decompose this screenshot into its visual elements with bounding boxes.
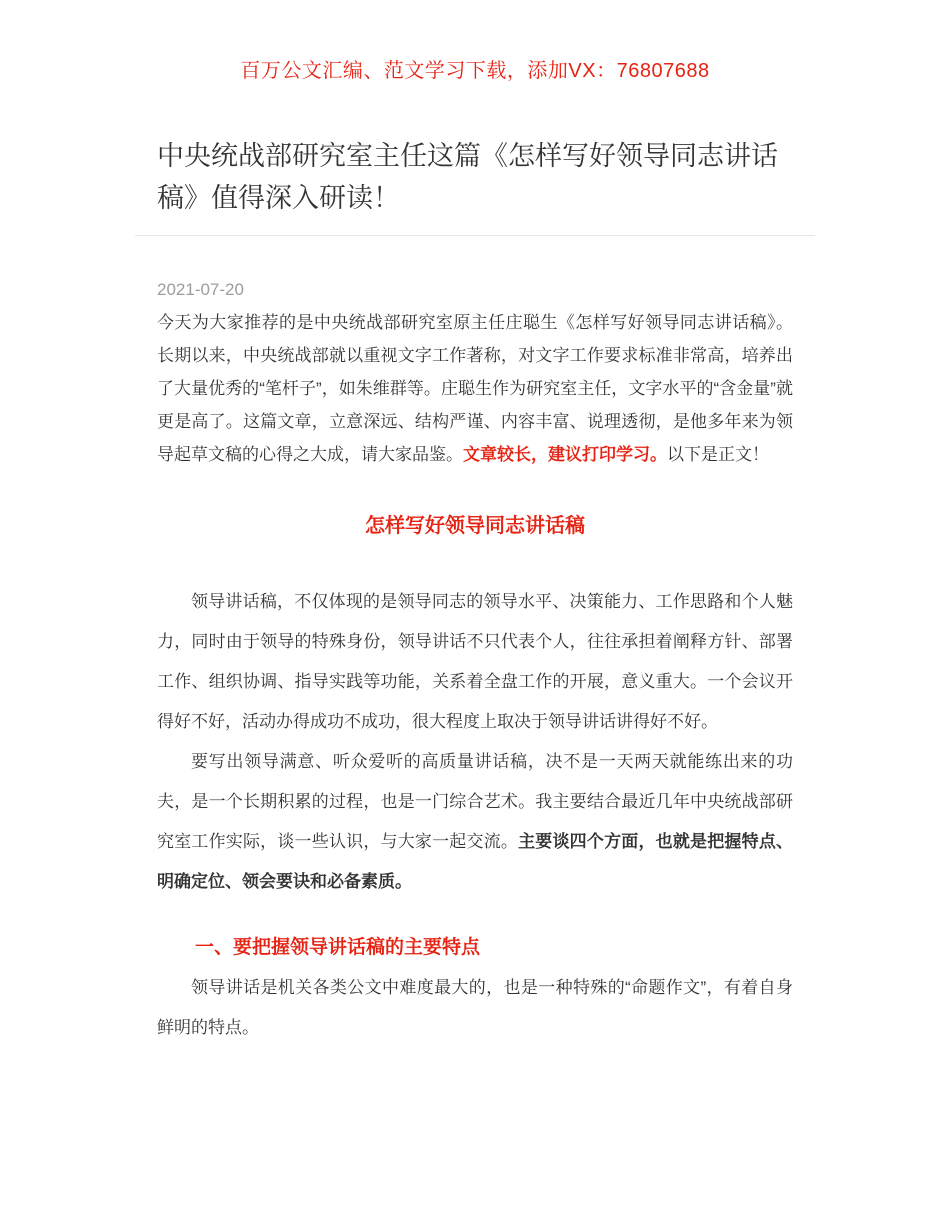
body-paragraph-2-bold: 主要谈四个方面，也就是把握特点、明确定位、领会要诀和必备素质。 [157,832,794,891]
promo-banner-text: 百万公文汇编、范文学习下载，添加VX：76807688 [240,60,710,82]
promo-banner [0,0,950,83]
intro-text: 今天为大家推荐的是中央统战部研究室原主任庄聪生《怎样写好领导同志讲话稿》。长期以来，中央统战部就以重视文字工作著称，对文字工作要求标准非常高，培养出了大量优秀的“笔杆子”，如朱维群等。庄聪生作为研究室主任，文字水平的“含金量”就更是高了。这篇文章，立意深远、结构严谨、内容丰富、说理透彻，是他多年来为领导起草文稿的心得之大成，请大家品鉴。 [157,313,793,464]
page-title: 中央统战部研究室主任这篇《怎样写好领导同志讲话稿》值得深入研读！ [157,141,778,213]
body-paragraph-2-text: 要写出领导满意、听众爱听的高质量讲话稿，决不是一天两天就能练出来的功夫，是一个长期积累的过程，也是一门综合艺术。我主要结合最近几年中央统战部研究室工作实际，谈一些认识，与大家一起交流。 [157,752,793,851]
body-paragraph-2 [157,742,793,902]
body-paragraph-3: 领导讲话是机关各类公文中难度最大的，也是一种特殊的“命题作文”，有着自身鲜明的特点。 [157,978,793,1037]
intro-paragraph [157,306,793,471]
intro-red-highlight: 文章较长，建议打印学习。 [463,445,667,464]
publish-date: 2021-07-20 [157,280,244,299]
article-container [135,135,815,1048]
article-header [135,135,815,219]
main-heading: 怎样写好领导同志讲话稿 [365,515,585,537]
title-divider [135,235,815,236]
intro-tail-text: 以下是正文！ [667,445,769,464]
body-paragraph-1: 领导讲话稿，不仅体现的是领导同志的领导水平、决策能力、工作思路和个人魅力，同时由于领导的特殊身份，领导讲话不只代表个人，往往承担着阐释方针、部署工作、组织协调、指导实践等功能，关系着全盘工作的开展，意义重大。一个会议开得好不好，活动办得成功不成功，很大程度上取决于领导讲话讲得好不好。 [157,592,793,731]
section-heading-1: 一、要把握领导讲话稿的主要特点 [195,937,481,958]
article-body [135,280,815,1048]
